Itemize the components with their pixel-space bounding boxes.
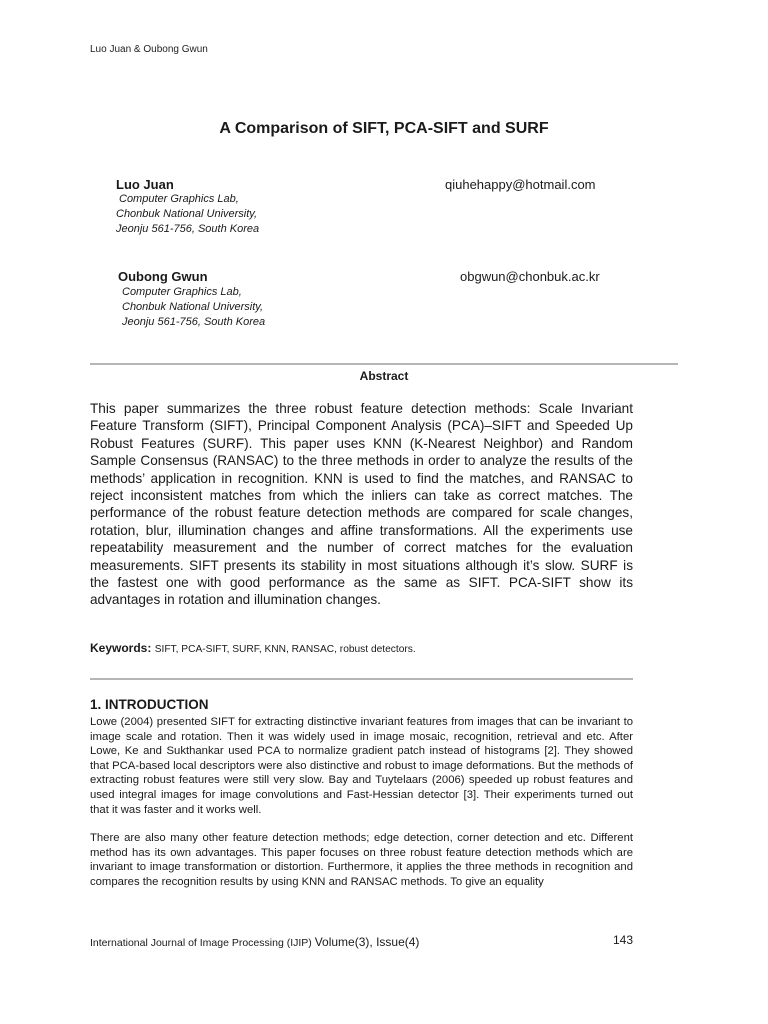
affiliation-line: Chonbuk National University, xyxy=(116,208,258,220)
affiliation-line: Computer Graphics Lab, xyxy=(119,193,239,205)
keywords-text: SIFT, PCA-SIFT, SURF, KNN, RANSAC, robust detectors. xyxy=(154,644,416,655)
keywords xyxy=(90,641,416,655)
author-email: obgwun@chonbuk.ac.kr xyxy=(460,269,600,284)
abstract-text: This paper summarizes the three robust feature detection methods: Scale Invariant Feature Transform (SIFT), Principal Component Analysis (PCA)–SIFT and Speeded Up Robust Features (SURF). This paper uses KNN (K-Nearest Neighbor) and Random Sample Consensus (RANSAC) to the three methods in order to analyze the results of the methods’ application in recognition. KNN is used to find the matches, and RANSAC to reject inconsistent matches from which the inliers can take as correct matches. The performance of the robust feature detection methods are compared for scale changes, rotation, blur, illumination changes and affine transformations. All the experiments use repeatability measurement and the number of correct matches for the evaluation measurements. SIFT presents its stability in most situations although it’s slow. SURF is the fastest one with good performance as the same as SIFT. PCA-SIFT show its advantages in rotation and illumination changes. xyxy=(90,401,633,608)
body-paragraph: Lowe (2004) presented SIFT for extracting distinctive invariant features from images that can be invariant to image scale and rotation. Then it was widely used in image mosaic, recognition, retrieval and etc. After Lowe, Ke and Sukthankar used PCA to normalize gradient patch instead of histograms [2]. They showed that PCA-based local descriptors were also distinctive and robust to image deformations. But the methods of extracting robust features were still very slow. Bay and Tuytelaars (2006) speeded up robust features and used integral images for image convolutions and Fast-Hessian detector [3]. Their experiments turned out that it was faster and it works well. xyxy=(90,716,633,816)
author-affiliation xyxy=(122,285,265,330)
page-number: 143 xyxy=(612,933,633,947)
journal-name: International Journal of Image Processing (IJIP) xyxy=(90,937,312,949)
affiliation-line: Computer Graphics Lab, xyxy=(122,286,242,298)
divider-rule xyxy=(90,678,633,680)
author-affiliation xyxy=(116,192,259,237)
affiliation-line: Chonbuk National University, xyxy=(122,301,264,313)
author-name: Luo Juan xyxy=(116,177,174,192)
volume-issue: Volume(3), Issue(4) xyxy=(314,935,420,949)
body-paragraph: There are also many other feature detection methods; edge detection, corner detection and etc. Different method has its own advantages. This paper focuses on three robust feature detection methods which are invariant to image transformation or distortion. Furthermore, it applies the three methods in recognition and compares the recognition results by using KNN and RANSAC methods. To give an equality xyxy=(90,832,633,888)
author-email: qiuhehappy@hotmail.com xyxy=(445,177,596,192)
author-name: Oubong Gwun xyxy=(118,269,208,284)
footer-journal xyxy=(90,935,419,949)
abstract-heading: Abstract xyxy=(359,369,409,383)
divider-rule xyxy=(90,363,678,365)
paper-title: A Comparison of SIFT, PCA-SIFT and SURF xyxy=(219,120,549,137)
affiliation-line: Jeonju 561-756, South Korea xyxy=(116,223,260,235)
affiliation-line: Jeonju 561-756, South Korea xyxy=(122,316,266,328)
keywords-label: Keywords: xyxy=(90,641,152,655)
running-head: Luo Juan & Oubong Gwun xyxy=(90,44,208,55)
section-heading: 1. INTRODUCTION xyxy=(90,697,209,712)
